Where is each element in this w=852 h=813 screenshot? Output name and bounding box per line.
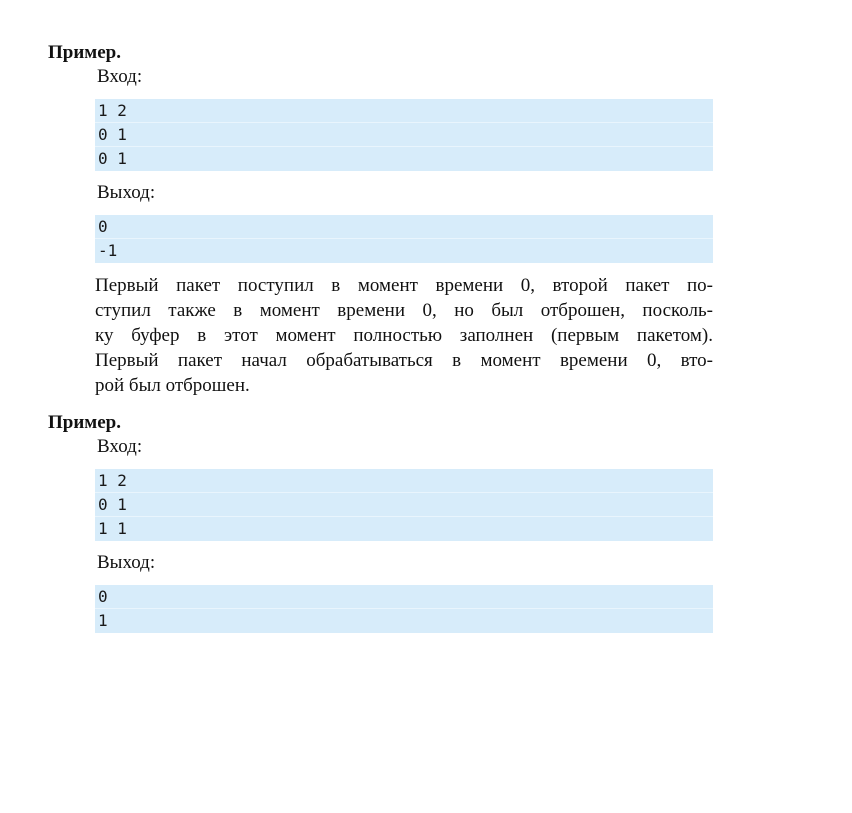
- input-code-block: [95, 469, 713, 541]
- example-heading: Пример.: [48, 42, 121, 63]
- output-label: Выход:: [97, 552, 156, 573]
- input-code-block: [95, 99, 713, 171]
- code-line: 0 1: [95, 123, 713, 147]
- code-line: 1 2: [95, 99, 713, 123]
- explanation-line: ку буфер в этот момент полностью заполнен (первым пакетом).: [95, 325, 713, 346]
- code-line: 1 1: [95, 517, 713, 541]
- code-line: 1: [95, 609, 713, 633]
- input-label: Вход:: [97, 436, 143, 457]
- output-code-block: [95, 585, 713, 633]
- example-section-1: [0, 41, 852, 398]
- code-line: 0: [95, 585, 713, 609]
- output-code-block: [95, 215, 713, 263]
- code-line: 0: [95, 215, 713, 239]
- explanation-line: рой был отброшен.: [95, 375, 250, 396]
- output-label: Выход:: [97, 182, 156, 203]
- code-line: 0 1: [95, 147, 713, 171]
- explanation-line: ступил также в момент времени 0, но был отброшен, посколь-: [95, 300, 713, 321]
- code-line: 1 2: [95, 469, 713, 493]
- example-heading: Пример.: [48, 412, 121, 433]
- explanation-paragraph: [95, 273, 713, 398]
- code-line: 0 1: [95, 493, 713, 517]
- code-line: -1: [95, 239, 713, 263]
- explanation-line: Первый пакет начал обрабатываться в момент времени 0, вто-: [95, 350, 713, 371]
- input-label: Вход:: [97, 66, 143, 87]
- example-section-2: [0, 411, 852, 633]
- explanation-line: Первый пакет поступил в момент времени 0, второй пакет по-: [95, 275, 713, 296]
